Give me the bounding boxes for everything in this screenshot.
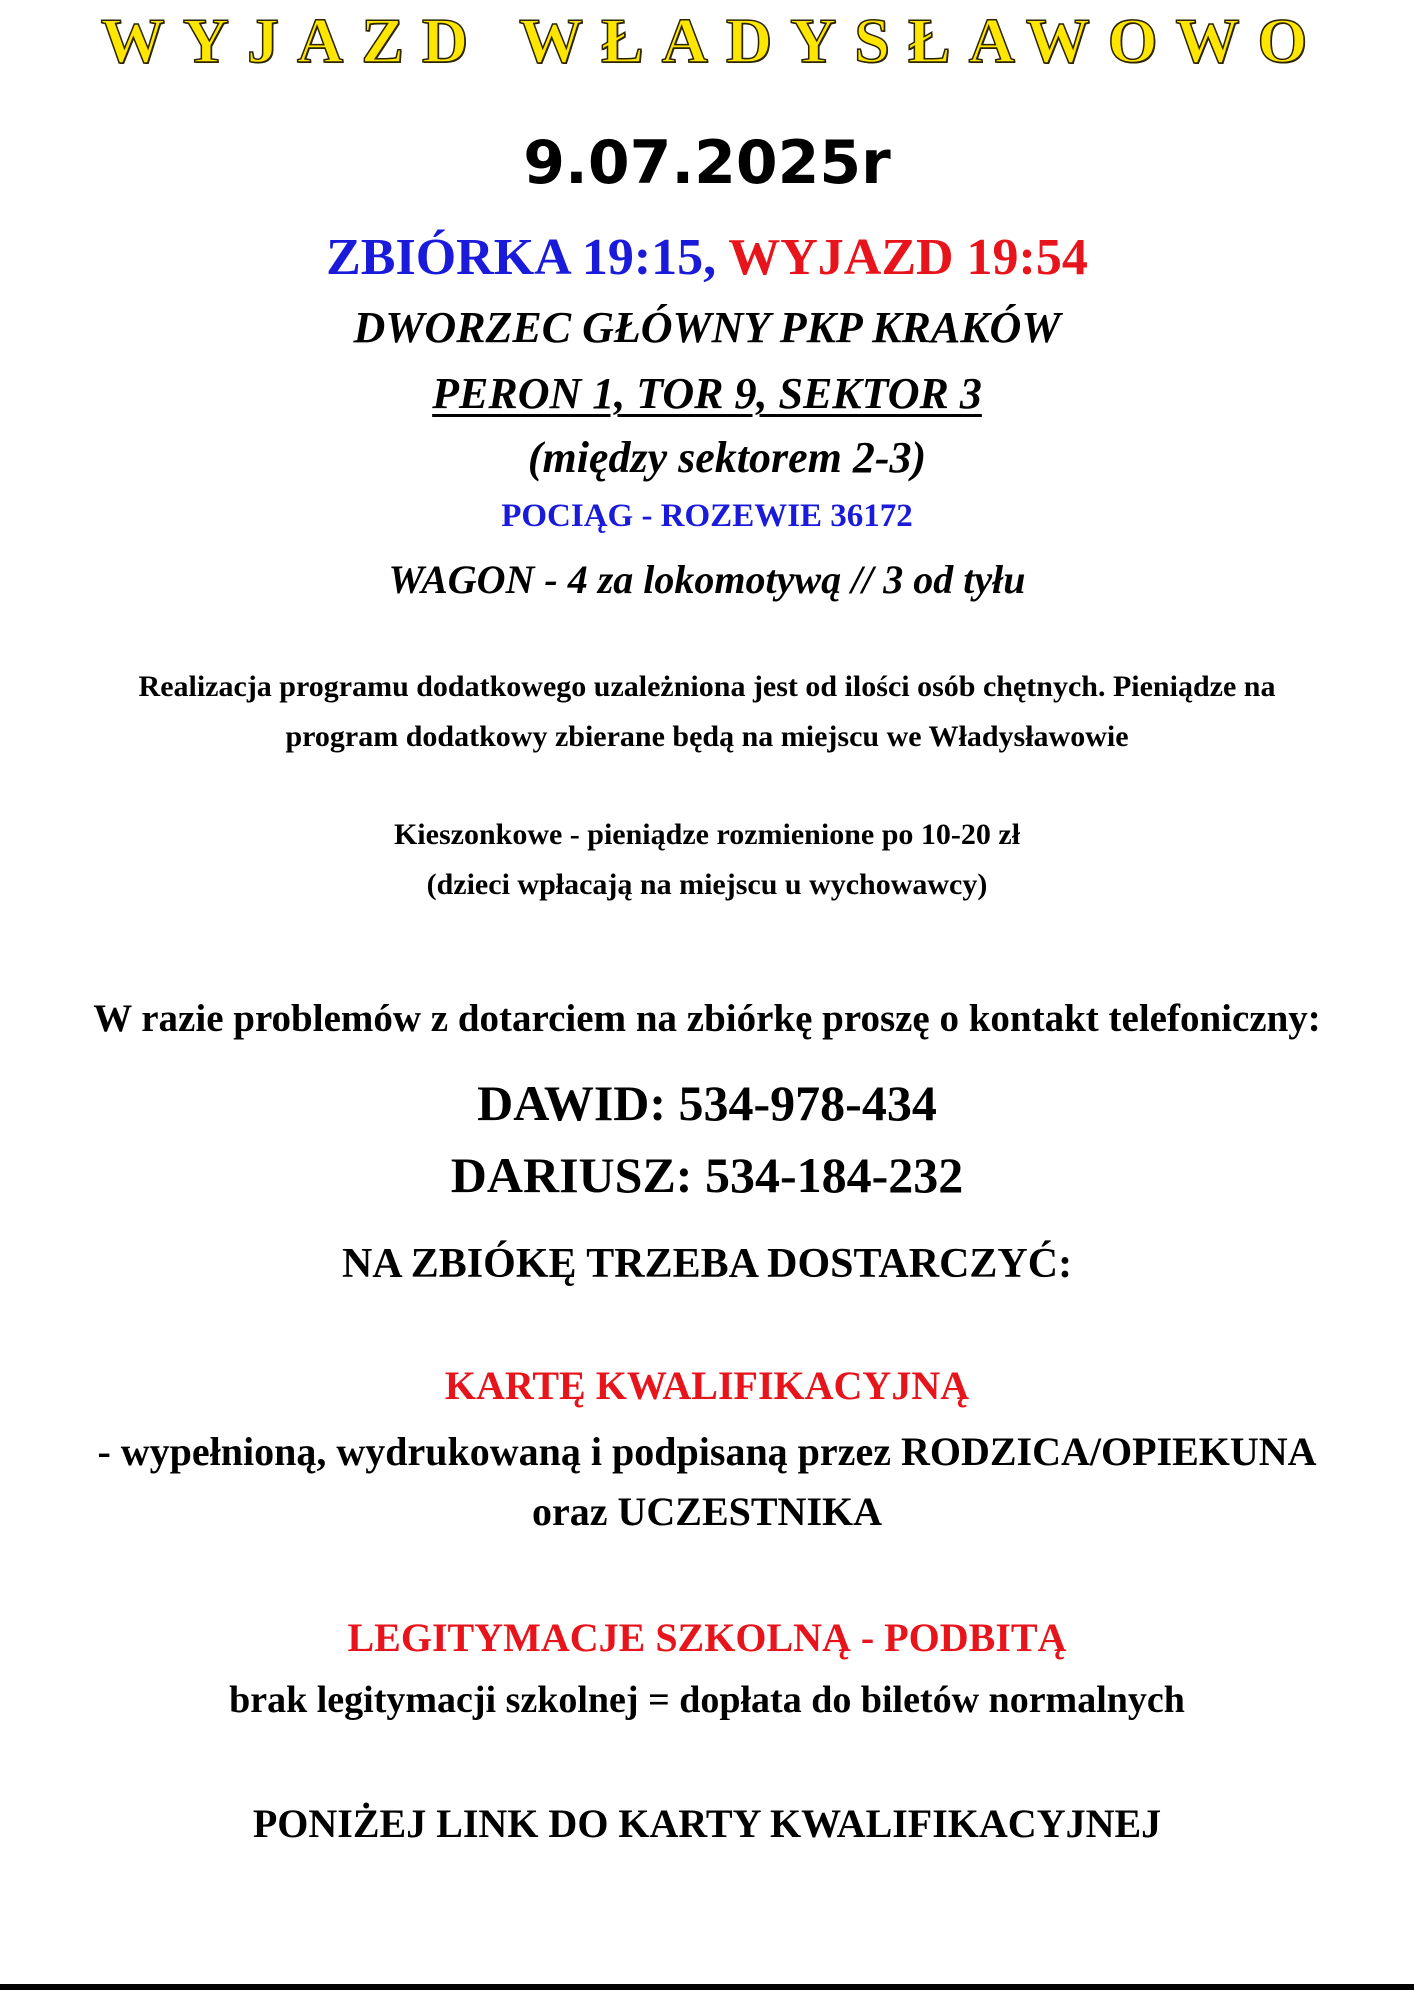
qualification-card-title: KARTĘ KWALIFIKACYJNĄ [444, 1363, 970, 1408]
phone-dawid: DAWID: 534-978-434 [477, 1075, 937, 1131]
departure-time: WYJAZD 19:54 [728, 229, 1088, 286]
train-info: POCIĄG - ROZEWIE 36172 [501, 498, 913, 534]
gathering-time: ZBIÓRKA 19:15 [326, 229, 704, 286]
school-id-title: LEGITYMACJE SZKOLNĄ - PODBITĄ [347, 1615, 1067, 1660]
times-separator: , [703, 229, 717, 286]
pocket-money-line-2: (dzieci wpłacają na miejscu u wychowawcy) [426, 868, 988, 901]
school-id-note: brak legitymacji szkolnej = dopłata do biletów normalnych [229, 1679, 1185, 1721]
platform-info: PERON 1, TOR 9, SEKTOR 3 [432, 369, 982, 418]
program-text-line-1: Realizacja programu dodatkowego uzależniona jest od ilości osób chętnych. Pieniądze na [138, 670, 1276, 703]
bottom-divider [0, 1984, 1414, 1990]
requirements-heading: NA ZBIÓKĘ TRZEBA DOSTARCZYĆ: [341, 1241, 1073, 1287]
qualification-card-note-2: oraz UCZESTNIKA [531, 1489, 883, 1534]
station-name: DWORZEC GŁÓWNY PKP KRAKÓW [353, 303, 1061, 352]
program-text-line-2: program dodatkowy zbierane będą na miejscu we Władysławowie [285, 720, 1129, 753]
qualification-card-note-1: - wypełnioną, wydrukowaną i podpisaną przez RODZICA/OPIEKUNA [97, 1429, 1317, 1474]
schedule-times [0, 228, 1414, 287]
phone-dariusz: DARIUSZ: 534-184-232 [450, 1147, 964, 1203]
link-note: PONIŻEJ LINK DO KARTY KWALIFIKACYJNEJ [252, 1801, 1162, 1846]
pocket-money-line-1: Kieszonkowe - pieniądze rozmienione po 10-20 zł [393, 818, 1021, 851]
contact-intro: W razie problemów z dotarciem na zbiórkę proszę o kontakt telefoniczny: [93, 997, 1321, 1040]
wagon-info: WAGON - 4 za lokomotywą // 3 od tyłu [388, 557, 1026, 602]
sector-note: (między sektorem 2-3) [527, 433, 927, 482]
trip-date: 9.07.2025r [523, 128, 891, 198]
page-title: WYJAZD WŁADYSŁAWOWO [100, 5, 1326, 76]
